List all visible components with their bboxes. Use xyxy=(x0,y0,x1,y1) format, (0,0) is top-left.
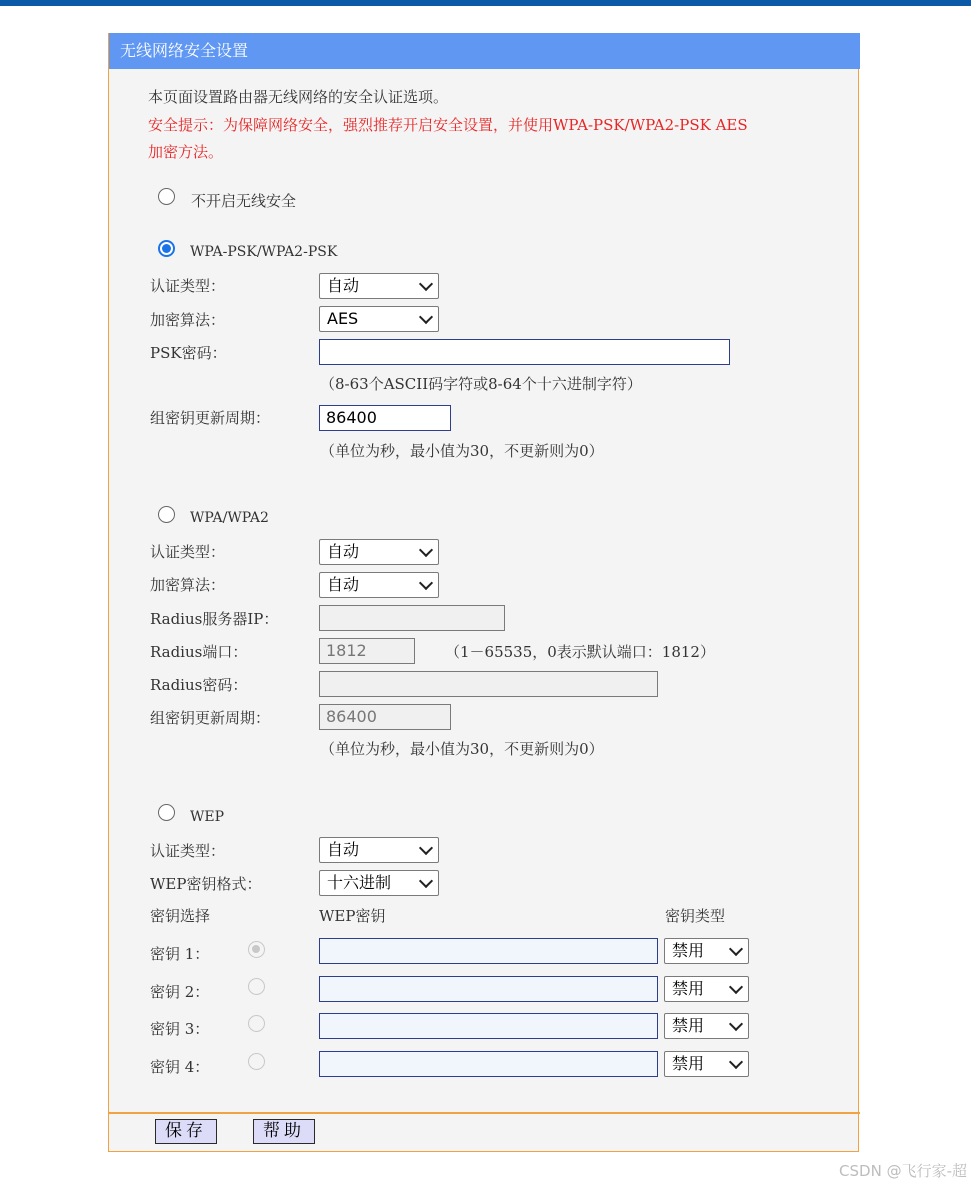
chevron-down-icon xyxy=(419,841,433,855)
security-tip-line1: 安全提示：为保障网络安全，强烈推荐开启安全设置，并使用WPA-PSK/WPA2-PSK AES xyxy=(148,116,748,134)
chevron-down-icon xyxy=(419,576,433,590)
psk-password-input[interactable] xyxy=(319,339,730,365)
wpa-auth-select[interactable] xyxy=(319,539,439,565)
wep-key-type-select[interactable] xyxy=(664,976,749,1002)
footer-divider xyxy=(109,1112,860,1114)
wpa-period-input[interactable]: 86400 xyxy=(319,704,451,730)
security-tip-line2: 加密方法。 xyxy=(148,143,224,161)
save-button[interactable]: 保存 xyxy=(155,1119,217,1144)
wep-col-select: 密钥选择 xyxy=(150,907,211,925)
wpa-psk-label: WPA-PSK/WPA2-PSK xyxy=(190,244,338,260)
chevron-down-icon xyxy=(419,277,433,291)
wpa-enc-label: 加密算法： xyxy=(150,576,226,594)
wep-key-type-value: 禁用 xyxy=(672,1016,705,1035)
wpa-enc-select[interactable] xyxy=(319,572,439,598)
wep-auth-select[interactable] xyxy=(319,837,439,863)
chevron-down-icon xyxy=(729,1017,743,1031)
wpa-psk-auth-select[interactable] xyxy=(319,273,439,299)
wep-format-value: 十六进制 xyxy=(327,873,392,892)
wpa-psk-enc-select[interactable] xyxy=(319,306,439,332)
radius-ip-input[interactable] xyxy=(319,605,505,631)
psk-password-hint: （8-63个ASCII码字符或8-64个十六进制字符） xyxy=(320,375,642,393)
wpa-psk-radio[interactable] xyxy=(158,240,175,257)
radius-password-label: Radius密码： xyxy=(150,676,248,694)
wpa-psk-enc-value: AES xyxy=(327,309,359,328)
wep-key-radio[interactable] xyxy=(248,941,265,958)
wep-key-type-select[interactable] xyxy=(664,1051,749,1077)
wep-key-label: 密钥 3： xyxy=(150,1020,210,1038)
wep-key-type-select[interactable] xyxy=(664,938,749,964)
wpa-period-label: 组密钥更新周期： xyxy=(150,709,271,727)
radius-port-input[interactable]: 1812 xyxy=(319,638,415,664)
psk-password-label: PSK密码： xyxy=(150,344,227,362)
wep-col-type: 密钥类型 xyxy=(665,907,726,925)
chevron-down-icon xyxy=(419,543,433,557)
wep-col-key: WEP密钥 xyxy=(319,907,386,925)
chevron-down-icon xyxy=(729,980,743,994)
panel-title: 无线网络安全设置 xyxy=(109,33,860,69)
wpa-auth-label: 认证类型： xyxy=(150,543,226,561)
wep-label: WEP xyxy=(190,809,225,825)
wep-key-radio[interactable] xyxy=(248,1015,265,1032)
wpa-psk-period-input[interactable]: 86400 xyxy=(319,405,451,431)
wep-auth-label: 认证类型： xyxy=(150,842,226,860)
wep-key-type-select[interactable] xyxy=(664,1013,749,1039)
wpa-psk-auth-value: 自动 xyxy=(327,276,360,295)
radius-port-hint: （1－65535，0表示默认端口：1812） xyxy=(445,643,715,661)
wpa-label: WPA/WPA2 xyxy=(190,510,269,526)
watermark: CSDN @飞行家-超 xyxy=(839,1162,967,1180)
wep-key-radio[interactable] xyxy=(248,978,265,995)
wpa-enc-value: 自动 xyxy=(327,575,360,594)
wep-key-label: 密钥 1： xyxy=(150,945,210,963)
chevron-down-icon xyxy=(729,942,743,956)
radius-port-label: Radius端口： xyxy=(150,643,248,661)
chevron-down-icon xyxy=(419,310,433,324)
wep-key-label: 密钥 2： xyxy=(150,983,210,1001)
wep-key-radio[interactable] xyxy=(248,1053,265,1070)
wep-key-label: 密钥 4： xyxy=(150,1058,210,1076)
wep-format-select[interactable] xyxy=(319,870,439,896)
wep-key-input[interactable] xyxy=(319,976,658,1002)
radius-ip-label: Radius服务器IP： xyxy=(150,610,279,628)
wep-key-type-value: 禁用 xyxy=(672,1054,705,1073)
no-security-radio[interactable] xyxy=(158,188,175,205)
help-button[interactable]: 帮助 xyxy=(253,1119,315,1144)
wep-auth-value: 自动 xyxy=(327,840,360,859)
wep-key-input[interactable] xyxy=(319,1013,658,1039)
chevron-down-icon xyxy=(419,874,433,888)
no-security-label: 不开启无线安全 xyxy=(191,192,297,210)
intro-text: 本页面设置路由器无线网络的安全认证选项。 xyxy=(148,88,449,106)
wep-format-label: WEP密钥格式： xyxy=(150,875,262,893)
wpa-radio[interactable] xyxy=(158,506,175,523)
chevron-down-icon xyxy=(729,1055,743,1069)
wep-key-input[interactable] xyxy=(319,1051,658,1077)
wpa-psk-enc-label: 加密算法： xyxy=(150,311,226,329)
top-accent-bar xyxy=(0,0,971,6)
wpa-psk-period-hint: （单位为秒，最小值为30，不更新则为0） xyxy=(320,442,604,460)
wpa-period-hint: （单位为秒，最小值为30，不更新则为0） xyxy=(320,740,604,758)
radius-password-input[interactable] xyxy=(319,671,658,697)
wpa-psk-period-label: 组密钥更新周期： xyxy=(150,409,271,427)
wep-key-type-value: 禁用 xyxy=(672,941,705,960)
wpa-auth-value: 自动 xyxy=(327,542,360,561)
wep-radio[interactable] xyxy=(158,804,175,821)
wep-key-input[interactable] xyxy=(319,938,658,964)
wep-key-type-value: 禁用 xyxy=(672,979,705,998)
wpa-psk-auth-label: 认证类型： xyxy=(150,277,226,295)
wireless-security-panel xyxy=(108,33,859,1152)
